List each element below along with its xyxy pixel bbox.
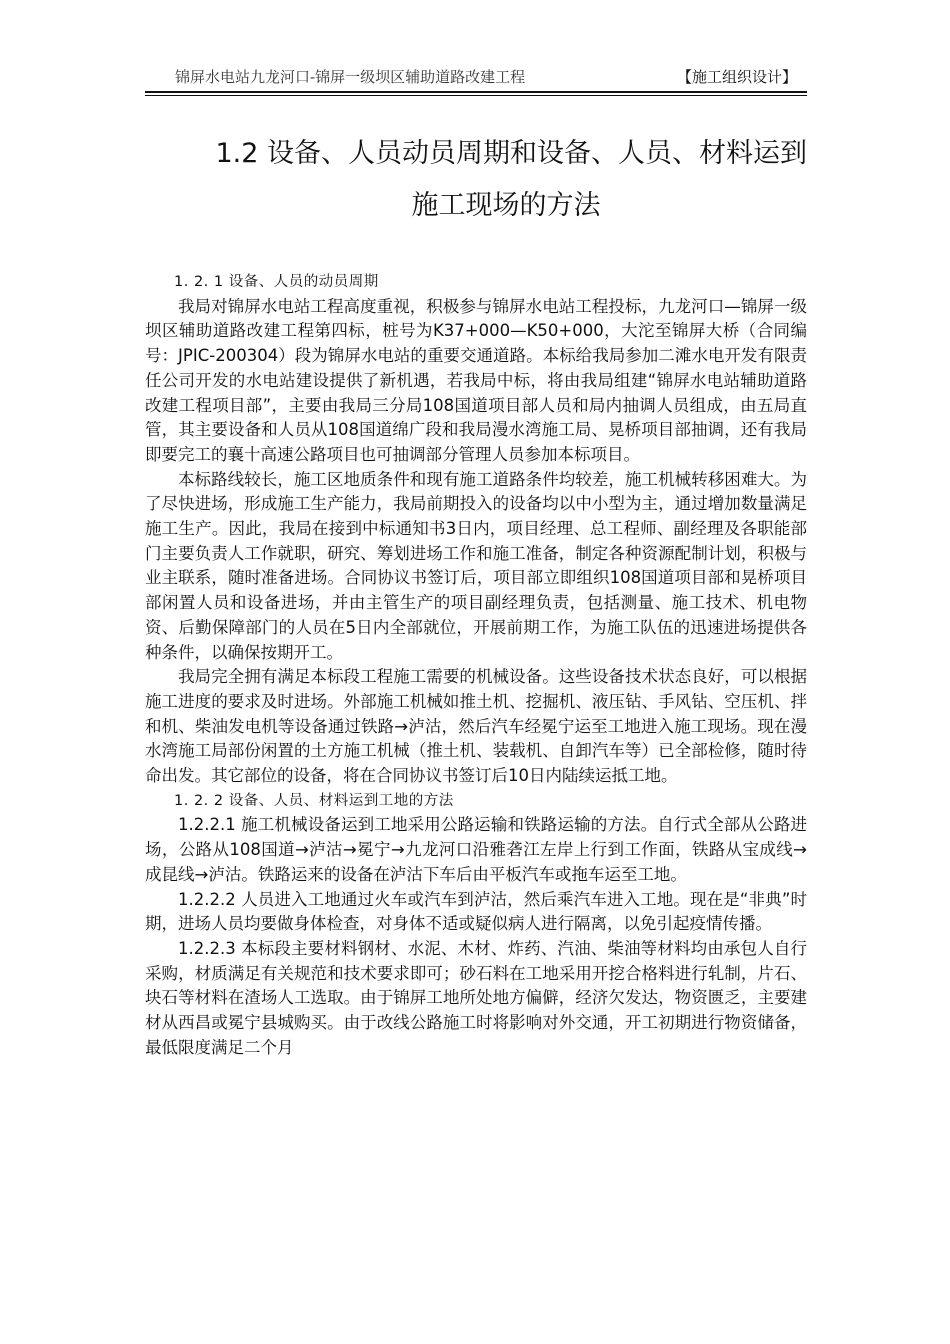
page-header <box>145 66 807 88</box>
section-title-line-2: 施工现场的方法 <box>411 190 601 221</box>
subsection-heading-1-2-1: 1. 2. 1 设备、人员的动员周期 <box>174 274 379 290</box>
header-rule-thin <box>145 95 807 96</box>
paragraph-4: 1.2.2.1 施工机械设备运到工地采用公路运输和铁路运输的方法。自行式全部从公路进场，公路从108国道→泸沽→冕宁→九龙河口沿雅砻江左岸上行到工作面，铁路从宝成线→成昆线→泸沽。铁路运来的设备在泸沽下车后由平板汽车或拖车运至工地。 <box>145 815 807 884</box>
paragraph-5: 1.2.2.2 人员进入工地通过火车或汽车到泸沽，然后乘汽车进入工地。现在是“非典”时期，进场人员均要做身体检查，对身体不适或疑似病人进行隔离，以免引起疫情传播。 <box>145 889 807 934</box>
section-title <box>145 128 807 232</box>
header-project-name: 锦屏水电站九龙河口-锦屏一级坝区辅助道路改建工程 <box>175 68 526 86</box>
paragraph-6: 1.2.2.3 本标段主要材料钢材、水泥、木材、炸药、汽油、柴油等材料均由承包人自行采购，材质满足有关规范和技术要求即可；砂石料在工地采用开挖合格料进行轧制，片石、块石等材料在渣场人工选取。由于锦屏工地所处地方偏僻，经济欠发达，物资匮乏，主要建材从西昌或冕宁县城购买。由于改线公路施工时将影响对外交通，开工初期进行物资储备，最低限度满足二个月 <box>145 938 807 1057</box>
body-text <box>145 270 807 1061</box>
header-rule-thick <box>145 91 807 93</box>
subsection-heading-1-2-2: 1. 2. 2 设备、人员、材料运到工地的方法 <box>174 792 454 809</box>
header-document-type: 【施工组织设计】 <box>676 68 797 86</box>
section-title-line-1: 1.2 设备、人员动员周期和设备、人员、材料运到 <box>215 138 807 169</box>
paragraph-2: 本标路线较长，施工区地质条件和现有施工道路条件均较差，施工机械转移困难大。为了尽快进场，形成施工生产能力，我局前期投入的设备均以中小型为主，通过增加数量满足施工生产。因此，我局在接到中标通知书3日内，项目经理、总工程师、副经理及各职能部门主要负责人工作就职，研究、筹划进场工作和施工准备，制定各种资源配制计划，积极与业主联系，随时准备进场。合同协议书签订后，项目部立即组织108国道项目部和晃桥项目部闲置人员和设备进场，并由主管生产的项目副经理负责，包括测量、施工技术、机电物资、后勤保障部门的人员在5日内全部就位，开展前期工作，为施工队伍的迅速进场提供各种条件，以确保按期开工。 <box>145 469 807 662</box>
paragraph-3: 我局完全拥有满足本标段工程施工需要的机械设备。这些设备技术状态良好，可以根据施工进度的要求及时进场。外部施工机械如推土机、挖掘机、液压钻、手风钻、空压机、拌和机、柴油发电机等设备通过铁路→泸沽，然后汽车经冕宁运至工地进入施工现场。现在漫水湾施工局部份闲置的土方施工机械（推土机、装载机、自卸汽车等）已全部检修，随时待命出发。其它部位的设备，将在合同协议书签订后10日内陆续运抵工地。 <box>145 667 807 786</box>
paragraph-1: 我局对锦屏水电站工程高度重视，积极参与锦屏水电站工程投标，九龙河口—锦屏一级坝区辅助道路改建工程第四标，桩号为K37+000—K50+000，大沱至锦屏大桥（合同编号：JPIC-200304）段为锦屏水电站的重要交通道路。本标给我局参加二滩水电开发有限责任公司开发的水电站建设提供了新机遇，若我局中标，将由我局组建“锦屏水电站辅助道路改建工程项目部”，主要由我局三分局108国道项目部人员和局内抽调人员组成，由五局直管，其主要设备和人员从108国道绵广段和我局漫水湾施工局、晃桥项目部抽调，还有我局即要完工的襄十高速公路项目也可抽调部分管理人员参加本标项目。 <box>145 296 807 464</box>
